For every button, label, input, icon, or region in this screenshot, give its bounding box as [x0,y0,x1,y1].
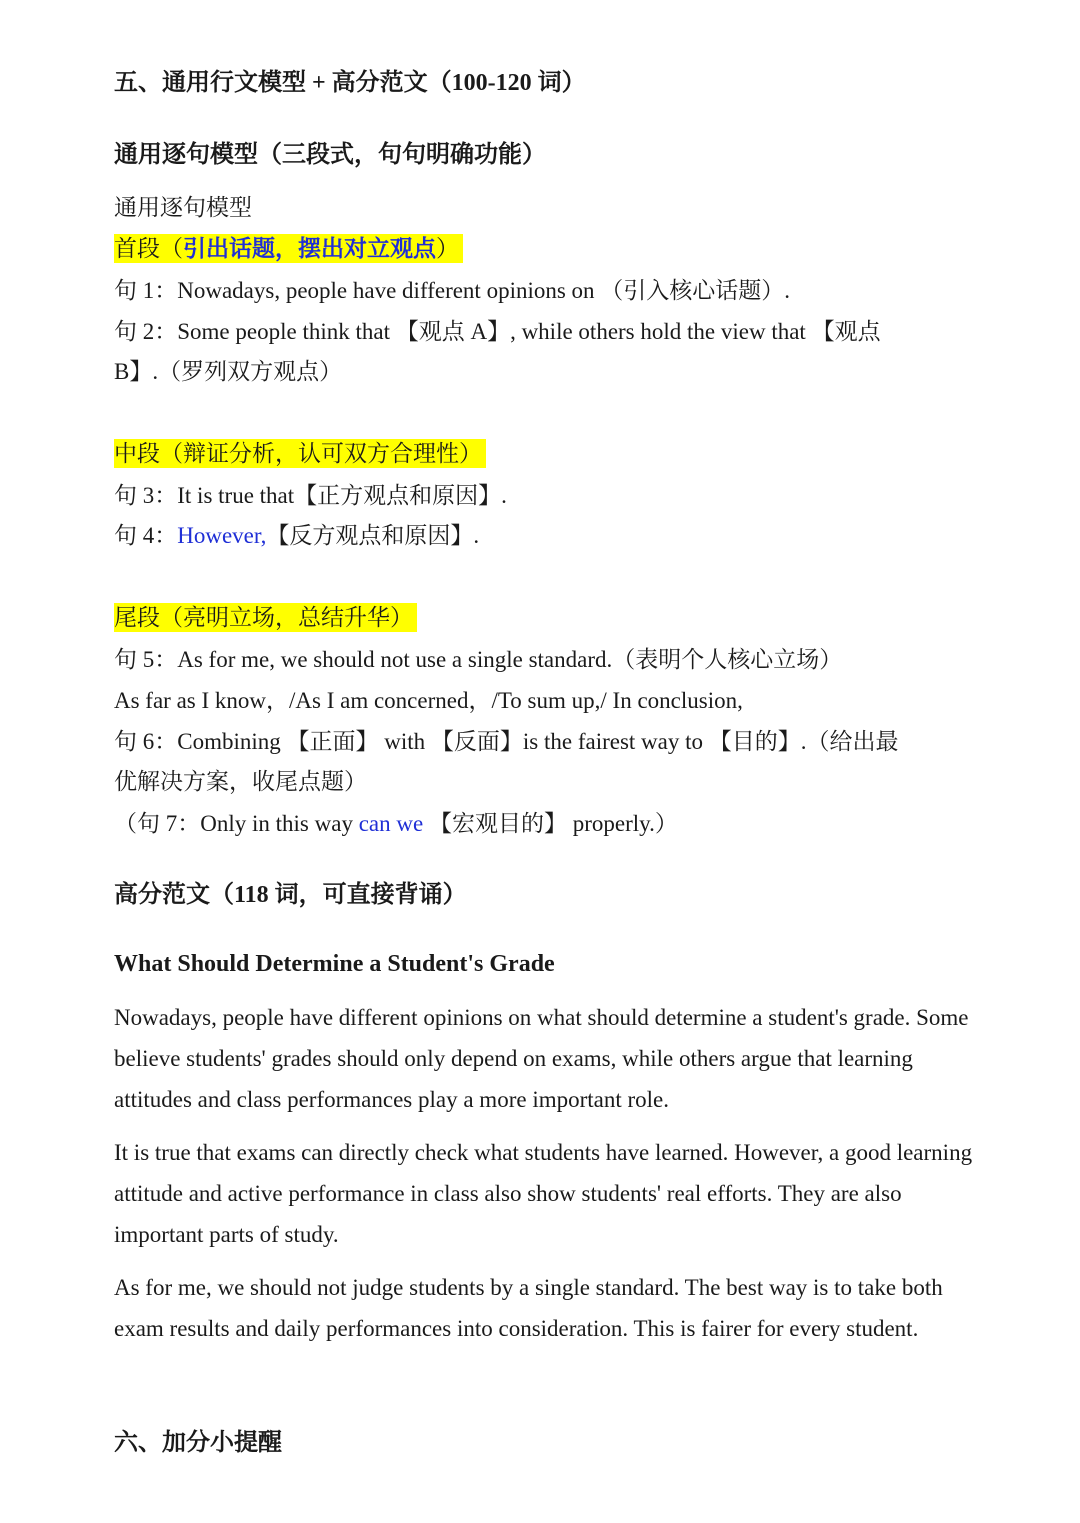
model-subheading: 通用逐句模型 [114,195,252,220]
essay-paragraph-3 [114,1267,984,1349]
essay-title: What Should Determine a Student's Grade [114,951,555,977]
sentence-2-line-2: B】.（罗列双方观点） [114,359,343,384]
sentence-4-however: However, [177,523,267,548]
sentence-6-line-2: 优解决方案，收尾点题） [114,769,367,794]
sentence-4-rest: 【反方观点和原因】. [266,523,480,548]
sentence-4-prefix: 句 4： [114,523,178,548]
section-5-title: 五、通用行文模型 + 高分范文（100-120 词） [114,70,586,96]
alternative-phrases: As far as I know，/As I am concerned，/To sum up,/ In conclusion, [114,688,743,713]
sentence-7 [114,809,678,839]
first-para-label [114,234,463,264]
sentence-1: 句 1：Nowadays, people have different opinions on （引入核心话题）. [114,278,791,303]
essay-heading: 高分范文（118 词，可直接背诵） [114,882,467,908]
essay-paragraph-1-text: Nowadays, people have different opinions on what should determine a student's grade. Some believe students' grades should only depend on exams, while others argue that learning attitudes and class performances play a more important role. [114,1005,969,1112]
end-para-label [114,603,417,633]
middle-para-label [114,439,486,469]
essay-paragraph-1 [114,997,984,1120]
middle-para-highlight: 中段（辩证分析，认可双方合理性） [114,439,486,468]
sentence-3: 句 3：It is true that【正方观点和原因】. [114,483,507,508]
sentence-7-prefix: （句 7：Only in this way [114,811,359,836]
sentence-5: 句 5：As for me, we should not use a single standard.（表明个人核心立场） [114,647,843,672]
sentence-7-rest: 【宏观目的】 properly.） [423,811,678,836]
section-6-title: 六、加分小提醒 [114,1430,282,1456]
essay-paragraph-2-text: It is true that exams can directly check what students have learned. However, a good learning attitude and active performance in class also show students' real efforts. They are also important parts of study. [114,1140,973,1247]
sentence-6-line-1: 句 6：Combining 【正面】 with 【反面】is the fairest way to 【目的】.（给出最 [114,729,899,754]
sentence-7-can-we: can we [358,811,424,836]
first-para-label-end: ） [436,236,459,261]
first-para-label-start: 首段（ [114,236,183,261]
first-para-highlight [114,234,463,263]
first-para-label-bold: 引出话题，摆出对立观点 [183,236,436,261]
end-para-highlight: 尾段（亮明立场，总结升华） [114,603,417,632]
sentence-4 [114,521,479,551]
sentence-2-line-1: 句 2：Some people think that 【观点 A】, while others hold the view that 【观点 [114,319,881,344]
model-heading: 通用逐句模型（三段式，句句明确功能） [114,142,546,168]
essay-paragraph-2 [114,1132,984,1255]
essay-paragraph-3-text: As for me, we should not judge students by a single standard. The best way is to take both exam results and daily performances into consideration. This is fairer for every student. [114,1275,943,1341]
